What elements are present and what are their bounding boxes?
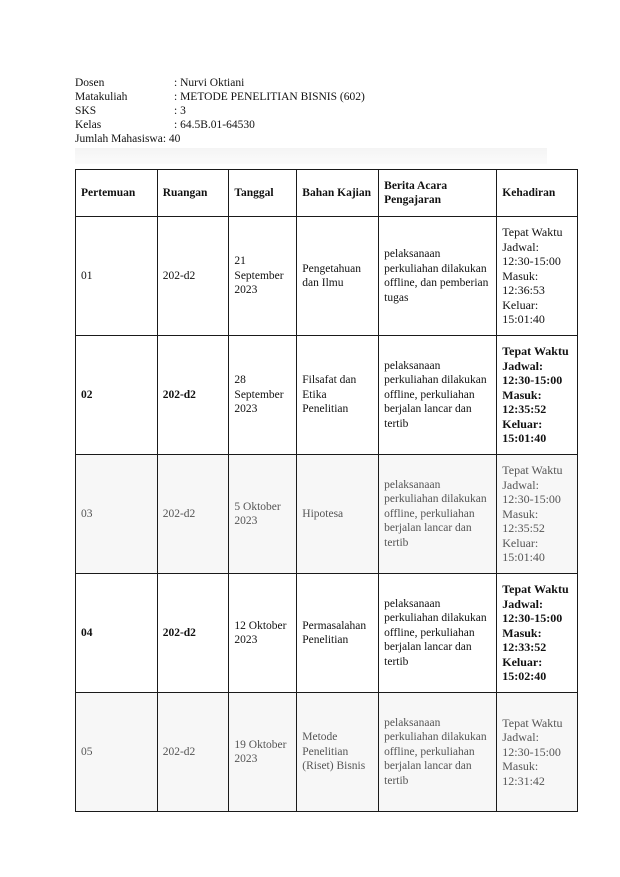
- cell-bahan: Filsafat dan Etika Penelitian: [297, 336, 379, 455]
- table-row: [76, 693, 578, 812]
- cell-pertemuan: 04: [76, 574, 158, 693]
- info-sks: [75, 104, 365, 118]
- kehadiran-jadwal: 12:30-15:00: [502, 373, 563, 388]
- header-shade: [75, 148, 547, 164]
- info-jumlah: [75, 132, 365, 146]
- cell-tanggal: 12 Oktober 2023: [229, 574, 297, 693]
- cell-kehadiran: [497, 574, 578, 693]
- matakuliah-label: Matakuliah: [75, 91, 128, 103]
- cell-berita: pelaksanaan perkuliahan dilakukan offline, perkuliahan berjalan lancar dan tertib: [379, 455, 497, 574]
- header-berita-acara: Berita Acara Pengajaran: [379, 170, 497, 217]
- kehadiran-status: Tepat Waktu: [502, 582, 569, 597]
- kehadiran-jadwal-label: Jadwal:: [502, 596, 543, 611]
- cell-pertemuan: 05: [76, 693, 158, 812]
- header-bahan-kajian: Bahan Kajian: [297, 170, 379, 217]
- jumlah-label: Jumlah Mahasiswa: [75, 133, 163, 145]
- kehadiran-status: Tepat Waktu: [502, 463, 563, 478]
- kehadiran-masuk-label: Masuk:: [502, 268, 539, 283]
- kehadiran-masuk-label: Masuk:: [502, 759, 539, 774]
- kehadiran-jadwal: 12:30-15:00: [502, 611, 563, 626]
- kehadiran-keluar: 15:02:40: [502, 669, 547, 684]
- cell-pertemuan: 02: [76, 336, 158, 455]
- table-row: [76, 336, 578, 455]
- kehadiran-keluar: 15:01:40: [502, 550, 545, 565]
- dosen-value: : Nurvi Oktiani: [174, 77, 245, 89]
- cell-berita: pelaksanaan perkuliahan dilakukan offline, perkuliahan berjalan lancar dan tertib: [379, 693, 497, 812]
- course-info: [75, 76, 365, 146]
- kehadiran-masuk: 12:35:52: [502, 521, 545, 536]
- kehadiran-masuk-label: Masuk:: [502, 506, 539, 521]
- kelas-value: : 64.5B.01-64530: [174, 119, 255, 131]
- header-kehadiran: Kehadiran: [497, 170, 578, 217]
- cell-berita: pelaksanaan perkuliahan dilakukan offline, perkuliahan berjalan lancar dan tertib: [379, 336, 497, 455]
- cell-kehadiran: [497, 217, 578, 336]
- table-header-row: [76, 170, 578, 217]
- table-row: [76, 455, 578, 574]
- kehadiran-masuk-label: Masuk:: [502, 625, 542, 640]
- cell-pertemuan: 03: [76, 455, 158, 574]
- cell-kehadiran: [497, 693, 578, 812]
- dosen-label: Dosen: [75, 77, 105, 89]
- cell-pertemuan: 01: [76, 217, 158, 336]
- kehadiran-keluar-label: Keluar:: [502, 416, 543, 431]
- schedule-table: [75, 169, 578, 812]
- kehadiran-keluar: 15:01:40: [502, 312, 545, 327]
- kehadiran-status: Tepat Waktu: [502, 715, 563, 730]
- cell-bahan: Metode Penelitian (Riset) Bisnis: [297, 693, 379, 812]
- header-tanggal: Tanggal: [229, 170, 297, 217]
- header-ruangan: Ruangan: [157, 170, 229, 217]
- cell-ruangan: 202-d2: [157, 455, 229, 574]
- cell-ruangan: 202-d2: [157, 693, 229, 812]
- kehadiran-keluar-label: Keluar:: [502, 535, 539, 550]
- table-row: [76, 574, 578, 693]
- kehadiran-jadwal: 12:30-15:00: [502, 492, 561, 507]
- cell-tanggal: 5 Oktober 2023: [229, 455, 297, 574]
- cell-kehadiran: [497, 455, 578, 574]
- cell-berita: pelaksanaan perkuliahan dilakukan offline, perkuliahan berjalan lancar dan tertib: [379, 574, 497, 693]
- cell-ruangan: 202-d2: [157, 336, 229, 455]
- kehadiran-status: Tepat Waktu: [502, 225, 563, 240]
- kehadiran-jadwal: 12:30-15:00: [502, 744, 561, 759]
- cell-tanggal: 19 Oktober 2023: [229, 693, 297, 812]
- kehadiran-keluar-label: Keluar:: [502, 297, 539, 312]
- kehadiran-masuk: 12:36:53: [502, 283, 545, 298]
- kehadiran-keluar-label: Keluar:: [502, 654, 543, 669]
- info-matakuliah: [75, 90, 365, 104]
- kelas-label: Kelas: [75, 119, 102, 131]
- header-pertemuan: Pertemuan: [76, 170, 158, 217]
- sks-value: : 3: [174, 105, 186, 117]
- cell-bahan: Hipotesa: [297, 455, 379, 574]
- jumlah-value: : 40: [162, 133, 181, 145]
- cell-tanggal: 28 September 2023: [229, 336, 297, 455]
- matakuliah-value: : METODE PENELITIAN BISNIS (602): [174, 91, 365, 103]
- kehadiran-status: Tepat Waktu: [502, 344, 569, 359]
- kehadiran-jadwal-label: Jadwal:: [502, 239, 539, 254]
- cell-ruangan: 202-d2: [157, 217, 229, 336]
- cell-kehadiran: [497, 336, 578, 455]
- cell-bahan: Pengetahuan dan Ilmu: [297, 217, 379, 336]
- kehadiran-masuk-label: Masuk:: [502, 387, 542, 402]
- kehadiran-jadwal-label: Jadwal:: [502, 477, 539, 492]
- cell-berita: pelaksanaan perkuliahan dilakukan offline, dan pemberian tugas: [379, 217, 497, 336]
- kehadiran-masuk: 12:33:52: [502, 640, 547, 655]
- cell-tanggal: 21 September 2023: [229, 217, 297, 336]
- cell-bahan: Permasalahan Penelitian: [297, 574, 379, 693]
- kehadiran-keluar: 15:01:40: [502, 431, 547, 446]
- info-dosen: [75, 76, 365, 90]
- kehadiran-jadwal: 12:30-15:00: [502, 254, 561, 269]
- kehadiran-jadwal-label: Jadwal:: [502, 358, 543, 373]
- cell-ruangan: 202-d2: [157, 574, 229, 693]
- info-kelas: [75, 118, 365, 132]
- kehadiran-masuk: 12:31:42: [502, 773, 545, 788]
- sks-label: SKS: [75, 105, 97, 117]
- kehadiran-jadwal-label: Jadwal:: [502, 730, 539, 745]
- kehadiran-masuk: 12:35:52: [502, 402, 547, 417]
- table-row: [76, 217, 578, 336]
